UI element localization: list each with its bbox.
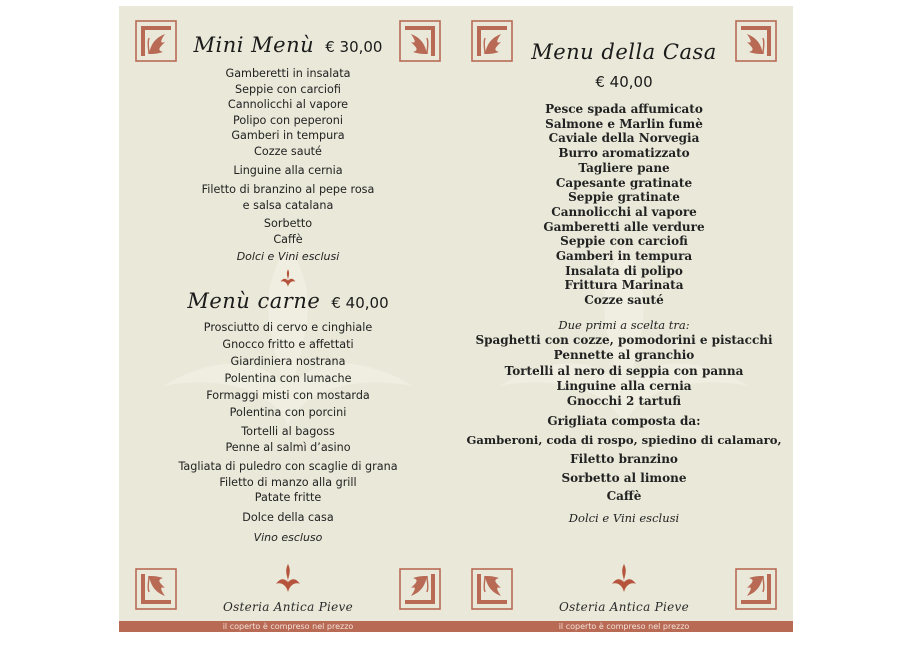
casa-menu-note [455,511,793,526]
note-line: Vino escluso [253,531,323,544]
dish-line: Polentina con lumache [224,371,352,385]
dish-line: Polentina con porcini [229,405,347,419]
dish-line: Seppie con carciofi [560,234,688,249]
mini-menu-note [119,249,457,264]
carne-menu-price: € 40,00 [331,294,389,312]
dish-line: Gnocco fritto e affettati [222,337,354,351]
dish-line: Frittura Marinata [564,278,684,293]
dish-line: Salmone e Marlin fumè [545,116,703,131]
dish-line: Tagliere pane [578,160,670,175]
dish-line: Insalata di polipo [565,263,683,278]
note-line: Dolci e Vini esclusi [236,250,340,263]
dish-line: Caffè [273,232,303,246]
dish-line: Burro aromatizzato [558,146,690,161]
mini-menu-price: € 30,00 [325,38,383,56]
dish-line: Sorbetto al limone [561,471,687,485]
dish-line: Cannolicchi al vapore [551,204,697,219]
dish-line: Pennette al granchio [553,348,695,363]
mini-menu-heading [119,33,457,57]
carne-menu-antipasti [119,320,457,421]
dish-line: Filetto branzino [570,452,678,466]
casa-menu-antipasti [455,102,793,308]
dish-line: Sorbetto [263,217,313,230]
dish-line: Patate fritte [254,491,322,505]
brand-name: Osteria Antica Pieve [558,600,690,614]
section-label: Grigliata composta da: [547,414,701,428]
carne-menu-primi [119,424,457,455]
dish-line: Gnocchi 2 tartufi [566,394,682,409]
dish-line: Caffè [606,489,642,503]
dish-line: Gamberi in tempura [231,129,345,143]
dish-line: Tortelli al bagoss [241,425,335,438]
dish-line: Capesante gratinate [555,175,693,190]
dish-line: Penne al salmì d’asino [225,440,351,454]
dish-line: Linguine alla cernia [233,164,343,177]
brand-name: Osteria Antica Pieve [222,600,354,614]
dish-line: Tortelli al nero di seppia con panna [504,363,744,378]
dish-line: Pesce spada affumicato [545,102,703,116]
dish-line: Seppie gratinate [568,190,680,205]
leaf-ornament-icon [279,268,297,288]
dish-line: Dolce della casa [242,511,334,524]
menu-panel-right [455,6,793,632]
leaf-ornament-icon [274,562,302,594]
casa-menu-primi [455,333,793,409]
casa-menu-title: Menu della Casa [531,40,717,64]
dish-line: Filetto di branzino al pepe rosa [201,183,375,196]
casa-primi-label [455,318,793,333]
dish-line: Prosciutto di cervo e cinghiale [203,321,373,334]
dish-line: Tagliata di puledro con scaglie di grana [178,460,398,473]
dish-line: Formaggi misti con mostarda [206,388,370,402]
dish-line: Gamberoni, coda di rospo, spiedino di calamaro, [466,433,782,447]
dish-line: Linguine alla cernia [556,378,692,393]
dish-line: Giardiniera nostrana [230,354,346,368]
dish-line: Gamberetti in insalata [225,67,351,80]
dish-line: Gamberetti alle verdure [543,219,705,234]
mini-menu-secondo [119,182,457,213]
casa-menu-price: € 40,00 [595,73,653,91]
casa-menu-heading [455,40,793,64]
mini-menu-title: Mini Menù [193,33,315,57]
carne-menu-title: Menù carne [187,289,321,313]
casa-sorbetto [455,471,793,486]
menu-panel-left [119,6,457,632]
casa-grigliata [455,433,793,448]
section-label: Due primi a scelta tra: [558,318,690,332]
carne-menu-secondi [119,459,457,506]
carne-menu-dolce [119,510,457,526]
carne-menu-note [119,530,457,545]
mini-menu-antipasti [119,66,457,160]
dish-line: Filetto di manzo alla grill [219,475,357,489]
casa-filetto [455,452,793,467]
footer-bar: il coperto è compreso nel prezzo [119,621,457,632]
carne-menu-heading [119,289,457,313]
dish-line: Polipo con peperoni [233,113,343,127]
dish-line: e salsa catalana [242,198,334,212]
footer-bar: il coperto è compreso nel prezzo [455,621,793,632]
dish-line: Cozze sauté [584,293,664,308]
dish-line: Spaghetti con cozze, pomodorini e pistacchi [475,333,773,347]
dish-line: Gamberi in tempura [555,249,693,264]
leaf-ornament-icon [610,562,638,594]
mini-menu-primo [119,163,457,179]
dish-line: Seppie con carciofi [235,82,341,96]
casa-caffe [455,489,793,504]
casa-grigliata-label [455,414,793,429]
dish-line: Caviale della Norvegia [548,131,700,146]
casa-menu-price-row [455,72,793,91]
note-line: Dolci e Vini esclusi [568,511,680,525]
dish-line: Cozze sauté [254,144,322,158]
mini-menu-finale [119,216,457,247]
dish-line: Cannolicchi al vapore [227,98,349,112]
